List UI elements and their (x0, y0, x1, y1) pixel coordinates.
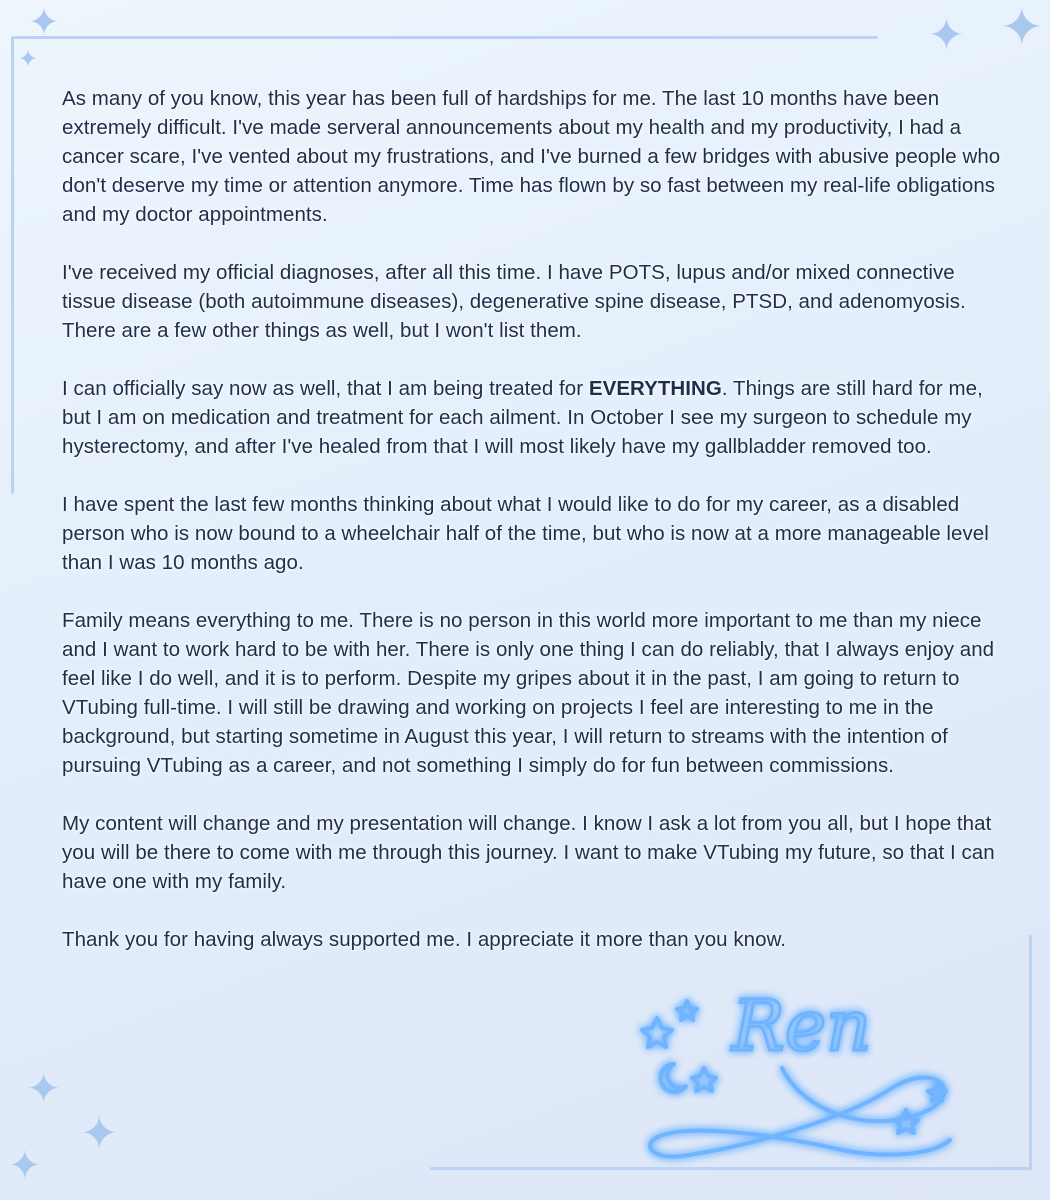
paragraph-3-lead: I can officially say now as well, that I am being treated for (62, 377, 589, 400)
frame-left-line (11, 36, 14, 494)
sparkle-icon: ✦ (28, 2, 60, 44)
closing-line-1: Thank you for having always supported me. (62, 928, 461, 951)
paragraph-4: I have spent the last few months thinking about what I would like to do for my career, as a disabled person who is now bound to a wheelchair half of the time, but who is now at a more manageable level than I was 10 months ago. (62, 493, 989, 574)
sparkle-icon: ✦ (26, 1065, 62, 1112)
paragraph-6: My content will change and my presentation will change. I know I ask a lot from you all, but I hope that you will be there to come with me through this journey. I want to make VTubing my future, so that I can have one with my family. (62, 812, 995, 893)
star-icon (692, 1068, 716, 1091)
neon-signature (632, 968, 962, 1168)
closing-line-2: I appreciate it more than you know. (466, 928, 787, 951)
sparkle-icon: ✦ (1000, 0, 1044, 57)
paragraph-1: As many of you know, this year has been full of hardships for me. The last 10 months have been extremely difficult. I've made serveral announcements about my health and my productivity, I had a cancer scare, I've vented about my frustrations, and I've burned a few bridges with abusive people who don't deserve my time or attention anymore. Time has flown by so fast between my real-life obligations and my doctor appointments. (62, 87, 1001, 226)
paragraph-3 (62, 374, 1002, 461)
sparkle-icon: ✦ (928, 11, 965, 60)
paragraph-2: I've received my official diagnoses, after all this time. I have POTS, lupus and/or mixed connective tissue disease (both autoimmune diseases), degenerative spine disease, PTSD, and adenomyosis. There are a few other things as well, but I won't list them. (62, 261, 966, 342)
sparkle-icon: ✦ (8, 1144, 42, 1188)
paragraph-5: Family means everything to me. There is no person in this world more important to me than my niece and I want to work hard to be with her. There is only one thing I can do reliably, that I always enjoy and feel like I do well, and it is to perform. Despite my gripes about it in the past, I am going to return to VTubing full-time. I will still be drawing and working on projects I feel are interesting to me in the background, but starting sometime in August this year, I will return to streams with the intention of pursuing VTubing as a career, and not something I simply do for fun between commissions. (62, 609, 995, 777)
letter-body (62, 84, 1002, 983)
moon-icon (661, 1064, 686, 1092)
star-icon (642, 1018, 672, 1047)
star-icon (894, 1110, 918, 1133)
star-icon (677, 1001, 697, 1020)
paragraph-3-rest: . Things are still hard for me, but I am on medication and treatment for each ailment. In October I see my surgeon to schedule my hysterectomy, and after I've healed from that I will most likely have my gallbladder removed too. (62, 377, 983, 458)
signature-text: Ren (732, 985, 872, 1067)
frame-top-line (14, 36, 878, 39)
sparkle-icon: ✦ (18, 46, 39, 73)
frame-right-line (1029, 935, 1032, 1170)
emphasis-everything: EVERYTHING (588, 377, 722, 400)
sparkle-icon: ✦ (80, 1107, 119, 1159)
closing-paragraph (62, 925, 1002, 954)
